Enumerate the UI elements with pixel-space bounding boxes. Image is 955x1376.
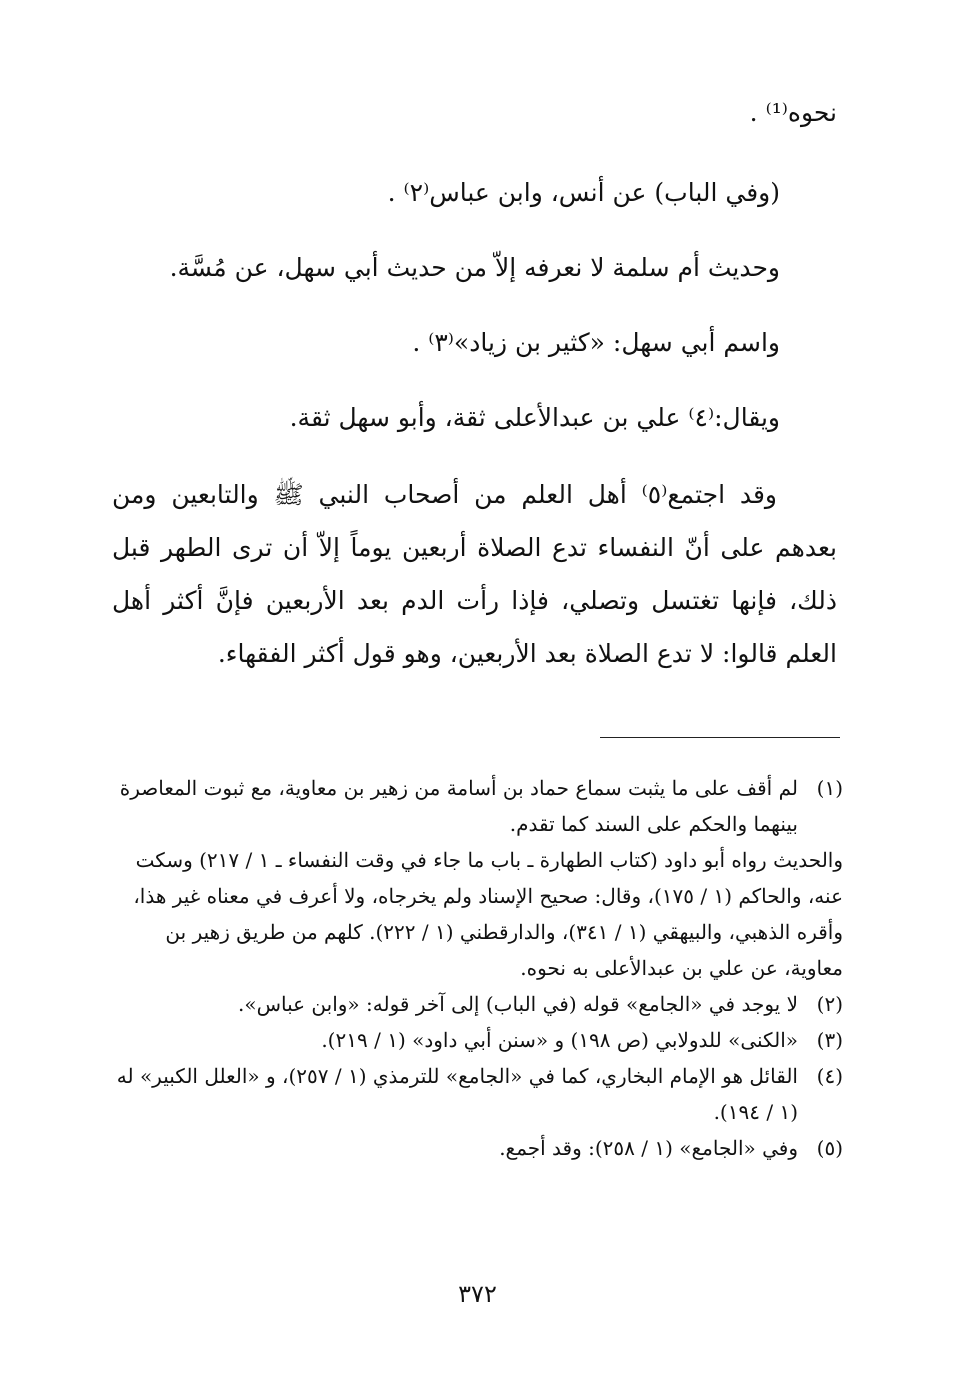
page-number: ٣٧٢ [458,1280,497,1308]
text-line-4: واسم أبي سهل: «كثير بن زياد»⁽٣⁾ . [412,328,780,357]
footnote-1 [113,770,843,842]
footnote-number: (٢) [816,992,843,1016]
footnote-number: (٤) [816,1064,843,1088]
footnote-3 [113,1022,843,1058]
footnote-text: لم أقف على ما يثبت سماع حماد بن أسامة من زهير بن معاوية، مع ثبوت المعاصرة بينهما والحكم على السند كما تقدم. [119,776,798,836]
footnote-text: وفي «الجامع» (١ / ٢٥٨): وقد أجمع. [499,1136,798,1160]
footnote-text: القائل هو الإمام البخاري، كما في «الجامع» للترمذي (١ / ٢٥٧)، و «العلل الكبير» له (١ / ١٩٤). [116,1064,798,1124]
footnote-number: (٥) [816,1136,843,1160]
footnote-2 [113,986,843,1022]
footnote-1-continued: والحديث رواه أبو داود (كتاب الطهارة ـ باب ما جاء في وقت النفساء ـ ١ / ٢١٧) وسكت عنه، والحاكم (١ / ١٧٥)، وقال: صحيح الإسناد ولم يخرجاه، ولا أعرف في معناه غير هذا، وأقره الذهبي، والبيهقي (١ / ٣٤١)، والدارقطني (١ / ٢٢٢). كلهم من طريق زهير بن معاوية، عن علي بن عبدالأعلى به نحوه. [133,848,843,980]
footnote-5 [113,1130,843,1166]
text-line-3: وحديث أم سلمة لا نعرفه إلاّ من حديث أبي سهل، عن مُسَّة. [169,253,780,282]
main-paragraph: وقد اجتمع⁽٥⁾ أهل العلم من أصحاب النبي ﷺ والتابعين ومن بعدهم على أنّ النفساء تدع الصلاة أربعين يوماً إلاّ أن ترى الطهر قبل ذلك، فإنها تغتسل وتصلي، فإذا رأت الدم بعد الأربعين فإنَّ أكثر أهل العلم قالوا: لا تدع الصلاة بعد الأربعين، وهو قول أكثر الفقهاء. [112,480,837,668]
footnote-separator [600,737,840,738]
footnote-4 [113,1058,843,1130]
footnote-number: (٣) [816,1028,843,1052]
footnote-text: لا يوجد في «الجامع» قوله (في الباب) إلى آخر قوله: «وابن عباس». [238,992,798,1016]
text-line-1: نحوه⁽¹⁾ . [749,98,837,127]
text-line-5: ويقال:⁽٤⁾ علي بن عبدالأعلى ثقة، وأبو سهل ثقة. [289,403,780,432]
footnote-number: (١) [816,776,843,800]
footnote-text: «الكنى» للدولابي (ص ١٩٨) و «سنن أبي داود» (١ / ٢١٩). [321,1028,798,1052]
text-line-2: (وفي الباب) عن أنس، وابن عباس⁽٢⁾ . [387,178,780,207]
footnotes [113,770,843,1166]
